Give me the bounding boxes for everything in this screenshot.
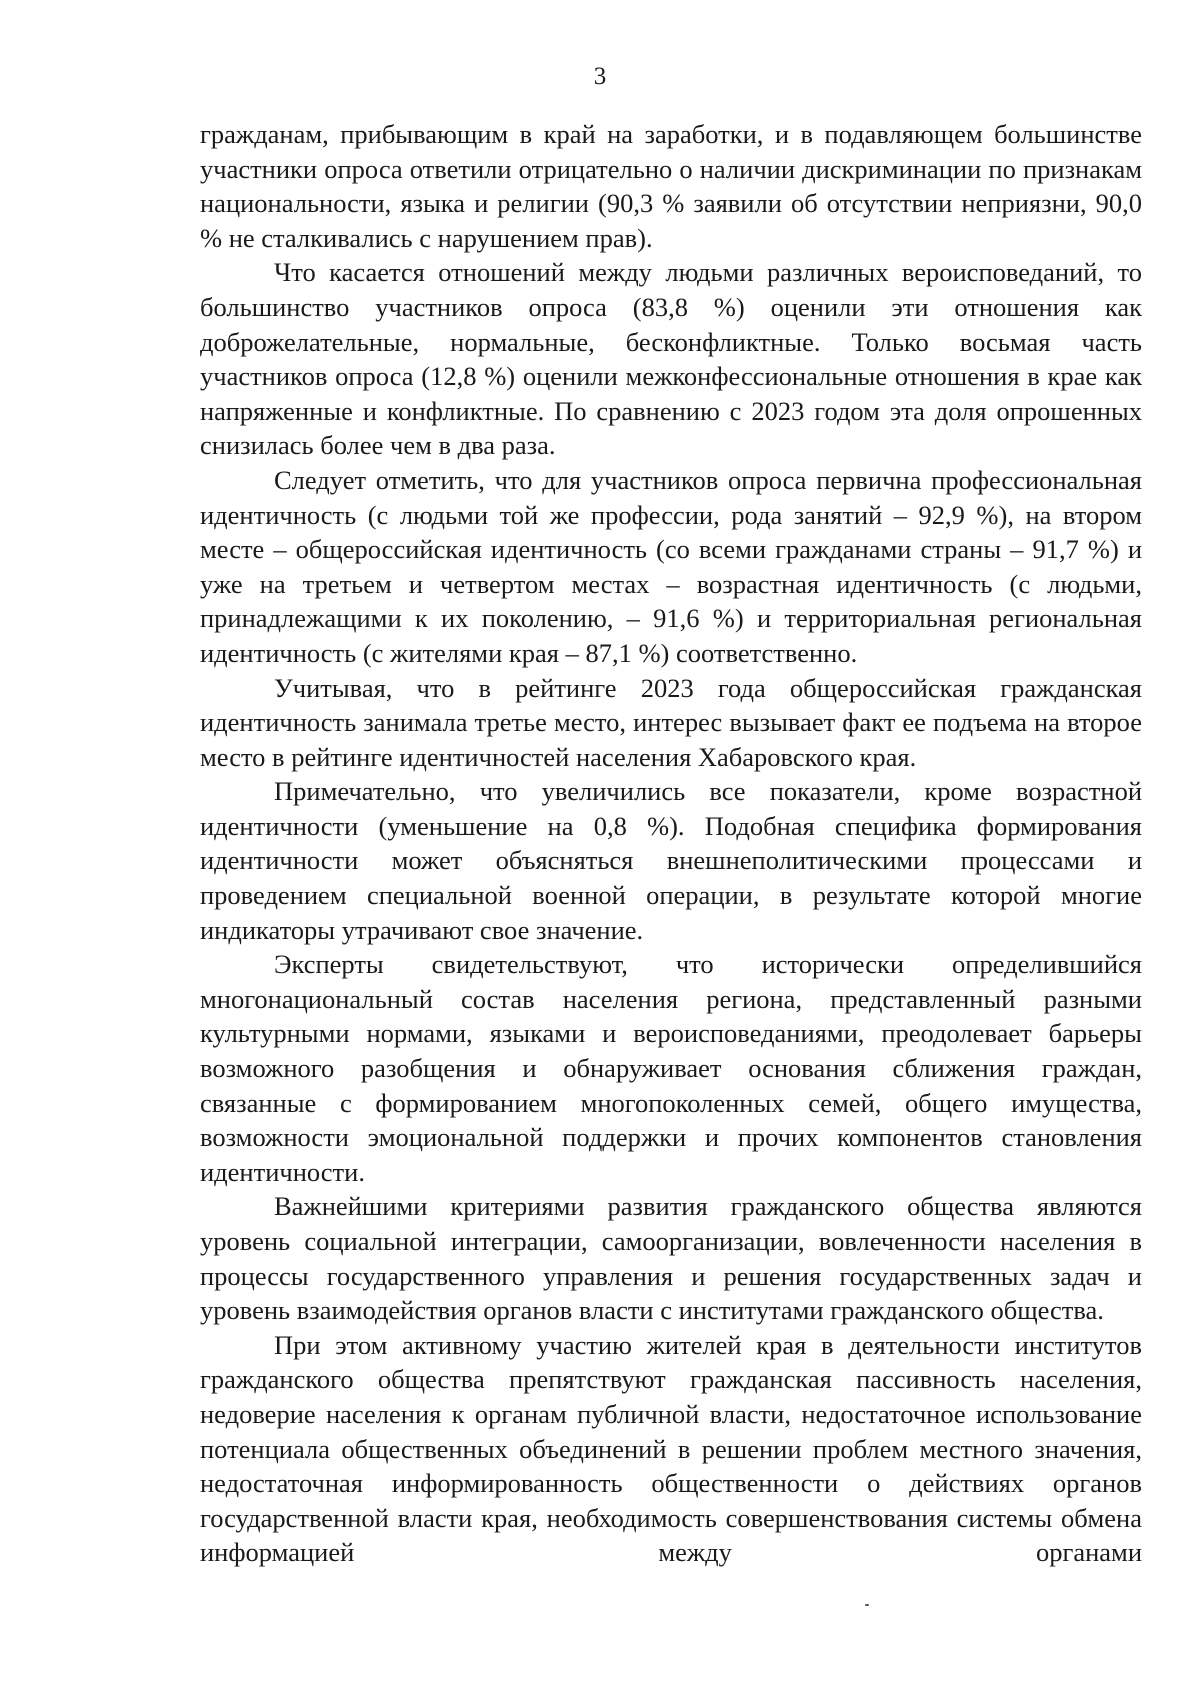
paragraph-obstacles: При этом активному участию жителей края в деятельности институтов гражданского общества препятствуют гражданская пассивность населения, недоверие населения к органам публичной власти, недостаточное использование потенциала общественных объединений в решении проблем местного значения, недостаточная информированность общественности о действиях органов государственной власти края, необходимость совершенствования системы обмена информацией между органами xyxy=(200,1329,1142,1568)
paragraph-continuation: гражданам, прибывающим в край на заработки, и в подавляющем большинстве участники опроса ответили отрицательно о наличии дискриминации по признакам национальности, языка и религии (90,3 % заявили об отсутствии неприязни, 90,0 % не сталкивались с нарушением прав). xyxy=(200,119,1142,253)
paragraph-rating-2023: Учитывая, что в рейтинге 2023 года общероссийская гражданская идентичность занимала третье место, интерес вызывает факт ее подъема на второе место в рейтинге идентичностей населения Хабаровского края. xyxy=(200,672,1142,772)
document-body xyxy=(200,117,1142,1570)
paragraph-civil-society-criteria: Важнейшими критериями развития гражданского общества являются уровень социальной интеграции, самоорганизации, вовлеченности населения в процессы государственного управления и решения государственных задач и уровень взаимодействия органов власти с институтами гражданского общества. xyxy=(200,1191,1142,1326)
scan-speck xyxy=(865,1604,869,1606)
page-number: 3 xyxy=(593,63,607,90)
paragraph-identity-ranking: Следует отметить, что для участников опроса первична профессиональная идентичность (с людьми той же профессии, рода занятий – 92,9 %), на втором месте – общероссийская идентичность (со всеми гражданами страны – 91,7 %) и уже на третьем и четвертом местах – возрастная идентичность (с людьми, принадлежащими к их поколению, – 91,6 %) и территориальная региональная идентичность (с жителями края – 87,1 %) соответственно. xyxy=(200,464,1142,668)
paragraph-experts: Эксперты свидетельствуют, что исторически определившийся многонациональный состав населения региона, представленный разными культурными нормами, языками и вероисповеданиями, преодолевает барьеры возможного разобщения и обнаруживает основания сближения граждан, связанные с формированием многопоколенных семей, общего имущества, возможности эмоциональной поддержки и прочих компонентов становления идентичности. xyxy=(200,949,1142,1187)
paragraph-interfaith-relations: Что касается отношений между людьми различных вероисповеданий, то большинство участников опроса (83,8 %) оценили эти отношения как доброжелательные, нормальные, бесконфликтные. Только восьмая часть участников опроса (12,8 %) оценили межконфессиональные отношения в крае как напряженные и конфликтные. По сравнению с 2023 годом эта доля опрошенных снизилась более чем в два раза. xyxy=(200,257,1142,461)
paragraph-indicators: Примечательно, что увеличились все показатели, кроме возрастной идентичности (уменьшение на 0,8 %). Подобная специфика формирования идентичности может объясняться внешнеполитическими процессами и проведением специальной военной операции, в результате которой многие индикаторы утрачивают свое значение. xyxy=(200,776,1142,945)
